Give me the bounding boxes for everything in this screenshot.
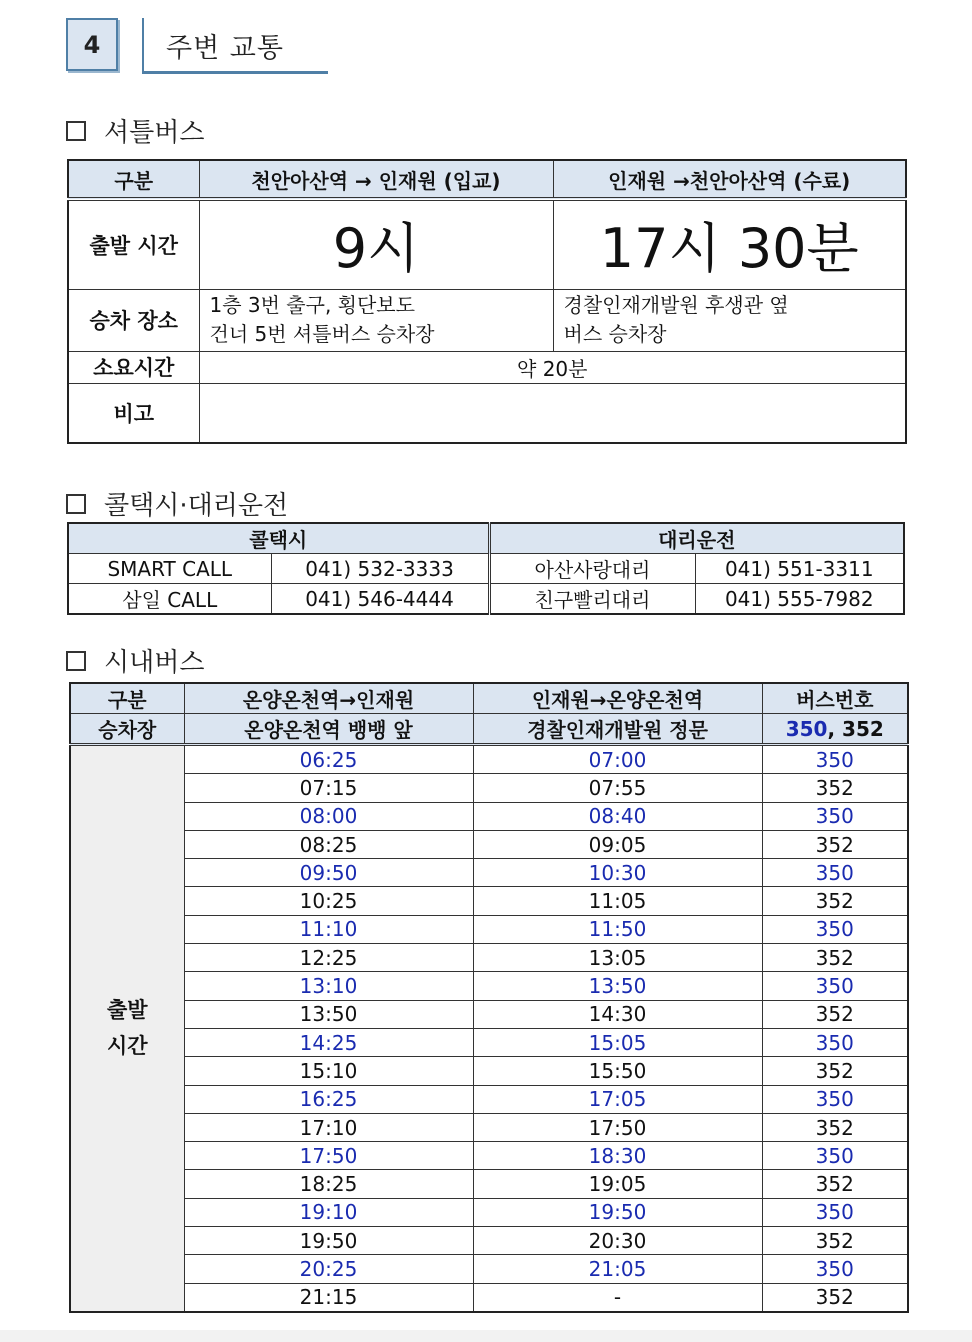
bus-number-separator: , [827, 716, 843, 741]
page-bottom-bar [0, 1330, 972, 1342]
bus-stop-row [70, 714, 908, 745]
bus-time-num: 352 [762, 1057, 908, 1085]
bus-time-from: 07:55 [473, 774, 762, 802]
bus-time-num: 350 [762, 1255, 908, 1283]
bus-stop-label: 승차장 [70, 714, 184, 745]
place-outbound [553, 289, 906, 351]
bus-time-num: 350 [762, 915, 908, 943]
bus-time-num: 352 [762, 944, 908, 972]
bus-col-number: 버스번호 [762, 683, 908, 714]
bus-time-num: 352 [762, 887, 908, 915]
bus-number-350: 350 [785, 716, 828, 741]
bus-time-to: 17:10 [184, 1113, 473, 1141]
taxi-name: 삼일 CALL [68, 584, 271, 615]
bus-time-from: 19:05 [473, 1170, 762, 1198]
bus-time-to: 13:10 [184, 972, 473, 1000]
page-title: 주변 교통 [166, 33, 284, 64]
taxi-col-driver: 대리운전 [489, 523, 904, 554]
taxi-phone: 041) 546-4444 [271, 584, 489, 615]
bus-time-to: 14:25 [184, 1028, 473, 1056]
shuttle-place-row [68, 289, 906, 351]
table-row [70, 915, 908, 943]
place-inbound [199, 289, 553, 351]
bus-time-from: 20:30 [473, 1227, 762, 1255]
bus-time-to: 13:50 [184, 1000, 473, 1028]
table-row [70, 1028, 908, 1056]
checkbox-icon [66, 121, 86, 141]
bus-table [69, 682, 909, 1313]
shuttle-col-outbound: 인재원 →천안아산역 (수료) [553, 160, 906, 199]
table-row [70, 830, 908, 858]
bus-time-num: 350 [762, 745, 908, 774]
bus-time-from: 17:05 [473, 1085, 762, 1113]
bus-time-to: 08:00 [184, 802, 473, 830]
bus-header-row [70, 683, 908, 714]
checkbox-icon [66, 651, 86, 671]
table-row [70, 1283, 908, 1312]
table-row [70, 859, 908, 887]
section-title-frame [142, 18, 328, 74]
bus-time-num: 352 [762, 1000, 908, 1028]
bus-time-num: 352 [762, 774, 908, 802]
bus-time-to: 07:15 [184, 774, 473, 802]
bus-depart-label-line2: 시간 [106, 1034, 148, 1059]
bus-depart-time-label [70, 745, 184, 1312]
bus-time-to: 08:25 [184, 830, 473, 858]
driver-phone: 041) 555-7982 [695, 584, 904, 615]
note-label: 비고 [68, 383, 199, 443]
table-row [70, 1085, 908, 1113]
bus-time-to: 09:50 [184, 859, 473, 887]
shuttle-col-label: 구분 [68, 160, 199, 199]
bus-time-to: 16:25 [184, 1085, 473, 1113]
place-outbound-line1: 경찰인재개발원 후생관 옆 [563, 293, 789, 317]
bus-time-num: 352 [762, 1283, 908, 1312]
bus-time-from: 11:05 [473, 887, 762, 915]
note-value [199, 383, 906, 443]
bus-time-num: 352 [762, 830, 908, 858]
shuttle-header-row [68, 160, 906, 199]
bus-time-to: 19:50 [184, 1227, 473, 1255]
bus-time-from: 17:50 [473, 1113, 762, 1141]
section-number-badge: 4 [66, 18, 118, 71]
bus-stop-numbers [762, 714, 908, 745]
bus-time-from: 07:00 [473, 745, 762, 774]
driver-phone: 041) 551-3311 [695, 554, 904, 584]
bus-heading-text: 시내버스 [104, 648, 205, 678]
bus-time-num: 350 [762, 1142, 908, 1170]
bus-col-from: 인재원→온양온천역 [473, 683, 762, 714]
bus-time-num: 350 [762, 1028, 908, 1056]
bus-time-to: 21:15 [184, 1283, 473, 1312]
bus-col-to: 온양온천역→인재원 [184, 683, 473, 714]
bus-time-from: 13:05 [473, 944, 762, 972]
duration-label: 소요시간 [68, 351, 199, 383]
bus-time-num: 350 [762, 802, 908, 830]
table-row [70, 887, 908, 915]
bus-time-to: 19:10 [184, 1198, 473, 1226]
taxi-heading-text: 콜택시·대리운전 [104, 491, 289, 521]
table-row [70, 944, 908, 972]
shuttle-heading [66, 112, 204, 149]
table-row [70, 774, 908, 802]
bus-depart-label-line1: 출발 [106, 998, 148, 1023]
bus-stop-to: 온양온천역 뱅뱅 앞 [184, 714, 473, 745]
table-row [70, 1057, 908, 1085]
table-row [70, 1000, 908, 1028]
taxi-phone: 041) 532-3333 [271, 554, 489, 584]
duration-value: 약 20분 [199, 351, 906, 383]
table-row [70, 745, 908, 774]
table-row [70, 1113, 908, 1141]
bus-time-num: 350 [762, 1085, 908, 1113]
shuttle-table [67, 159, 907, 444]
bus-time-to: 10:25 [184, 887, 473, 915]
table-row [70, 1170, 908, 1198]
shuttle-heading-text: 셔틀버스 [104, 118, 205, 148]
place-outbound-line2: 버스 승차장 [563, 322, 667, 346]
bus-time-from: - [473, 1283, 762, 1312]
taxi-heading [66, 485, 288, 522]
bus-time-from: 15:05 [473, 1028, 762, 1056]
place-inbound-line1: 1층 3번 출구, 횡단보도 [209, 293, 415, 317]
bus-time-num: 350 [762, 1198, 908, 1226]
taxi-name: SMART CALL [68, 554, 271, 584]
driver-name: 아산사랑대리 [489, 554, 695, 584]
table-row [70, 1142, 908, 1170]
bus-number-352: 352 [842, 716, 884, 741]
taxi-table [67, 522, 905, 615]
bus-time-num: 352 [762, 1170, 908, 1198]
place-inbound-line2: 건너 5번 셔틀버스 승차장 [209, 322, 435, 346]
bus-time-to: 06:25 [184, 745, 473, 774]
bus-time-from: 15:50 [473, 1057, 762, 1085]
driver-name: 친구빨리대리 [489, 584, 695, 615]
checkbox-icon [66, 494, 86, 514]
bus-time-to: 15:10 [184, 1057, 473, 1085]
bus-time-from: 10:30 [473, 859, 762, 887]
bus-time-from: 09:05 [473, 830, 762, 858]
bus-time-from: 21:05 [473, 1255, 762, 1283]
depart-outbound: 17시 30분 [553, 199, 906, 289]
table-row [70, 1227, 908, 1255]
bus-time-to: 17:50 [184, 1142, 473, 1170]
table-row [70, 1255, 908, 1283]
bus-time-num: 352 [762, 1113, 908, 1141]
bus-time-to: 11:10 [184, 915, 473, 943]
bus-time-to: 20:25 [184, 1255, 473, 1283]
bus-stop-from: 경찰인재개발원 정문 [473, 714, 762, 745]
shuttle-col-inbound: 천안아산역 → 인재원 (입교) [199, 160, 553, 199]
shuttle-note-row [68, 383, 906, 443]
bus-time-num: 352 [762, 1227, 908, 1255]
table-row [70, 1198, 908, 1226]
table-row [70, 802, 908, 830]
table-row [68, 554, 904, 584]
bus-time-from: 19:50 [473, 1198, 762, 1226]
place-label: 승차 장소 [68, 289, 199, 351]
bus-time-num: 350 [762, 859, 908, 887]
shuttle-depart-row [68, 199, 906, 289]
bus-heading [66, 642, 204, 679]
table-row [70, 972, 908, 1000]
depart-inbound: 9시 [199, 199, 553, 289]
taxi-header-row [68, 523, 904, 554]
shuttle-duration-row [68, 351, 906, 383]
depart-label: 출발 시간 [68, 199, 199, 289]
bus-time-from: 13:50 [473, 972, 762, 1000]
bus-time-to: 18:25 [184, 1170, 473, 1198]
bus-time-from: 14:30 [473, 1000, 762, 1028]
bus-time-from: 08:40 [473, 802, 762, 830]
bus-time-from: 18:30 [473, 1142, 762, 1170]
bus-time-to: 12:25 [184, 944, 473, 972]
bus-col-label: 구분 [70, 683, 184, 714]
bus-time-num: 350 [762, 972, 908, 1000]
table-row [68, 584, 904, 615]
bus-time-from: 11:50 [473, 915, 762, 943]
taxi-col-taxi: 콜택시 [68, 523, 489, 554]
